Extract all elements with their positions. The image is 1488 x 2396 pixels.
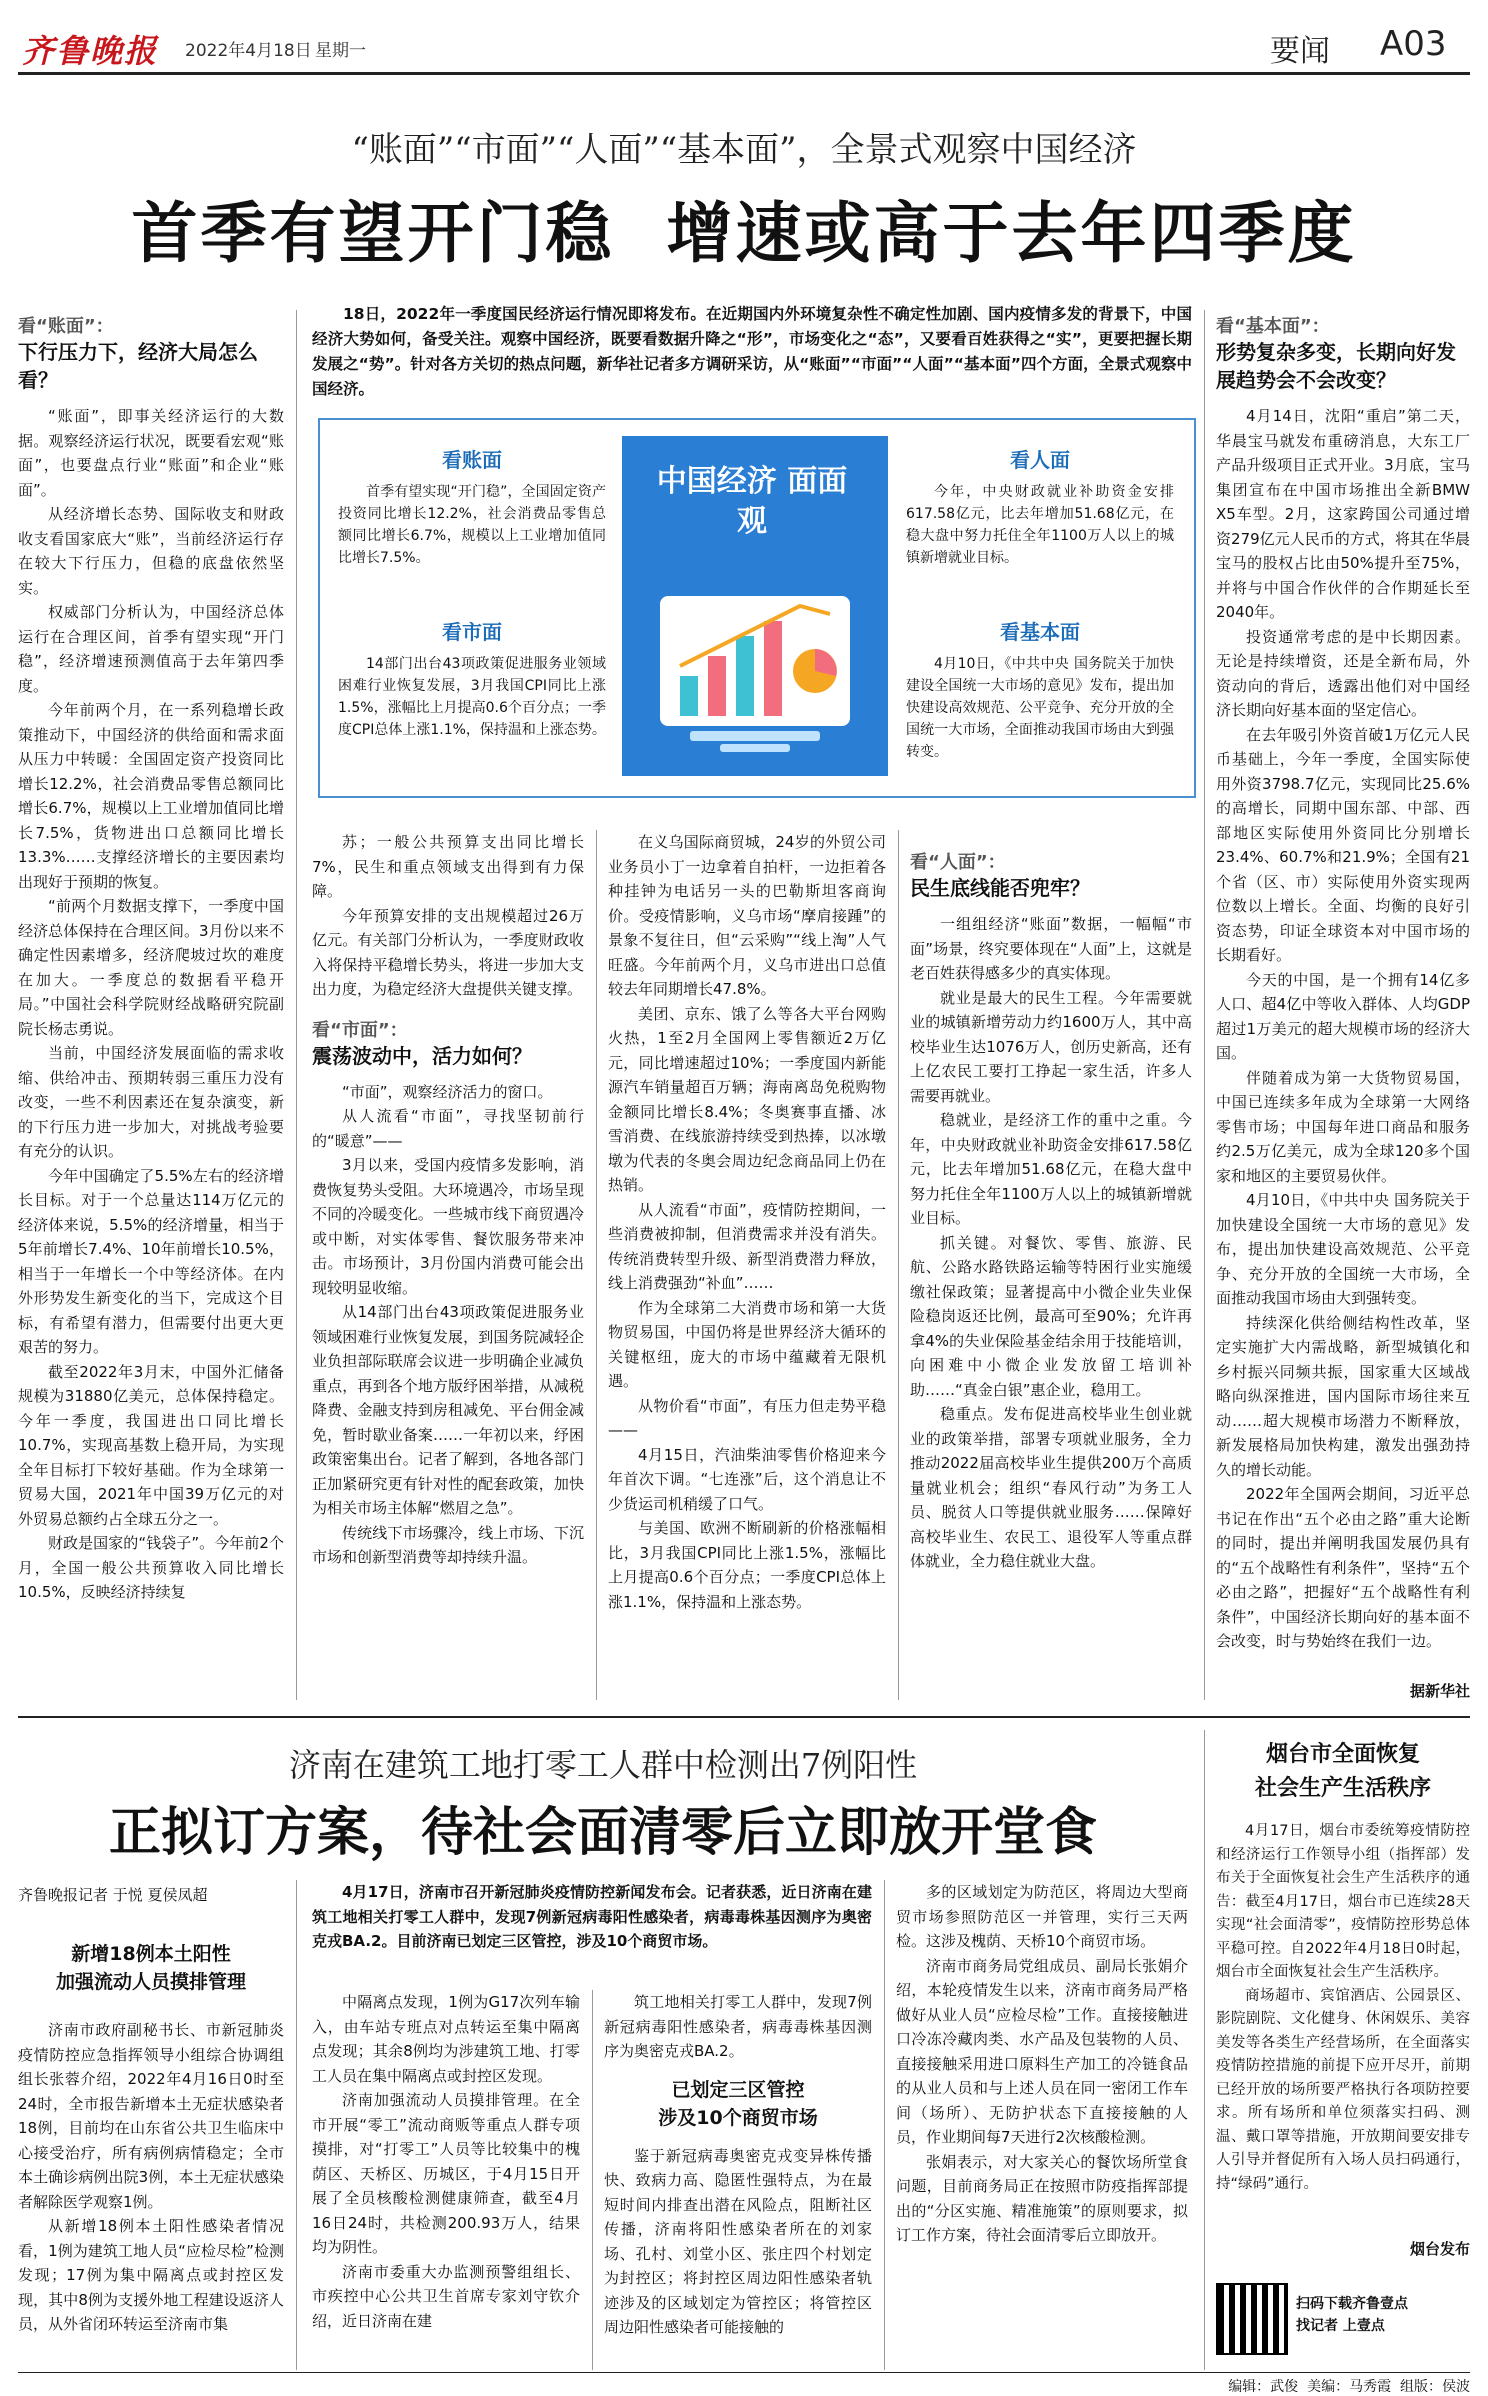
side-body: 4月17日，烟台市委统筹疫情防控和经济运行工作领导小组（指挥部）发布关于全面恢复社会生产生活秩序的通告：截至4月17日，烟台市已连续28天实现“社会面清零”，疫情防控形势总体平稳可控。自2022年4月18日0时起，烟台市全面恢复社会生产生活秩序。 商场超市、宾馆酒店、公园景区、影院剧院、文化健身、休闲娱乐、美容美发等各类生产经营场所，在全面落实疫情防控措施的前提下应开尽开，前期已经开放的场所要严格执行各项防控要求。所有场所和单位须落实扫码、测温、戴口罩等措施，开放期间要安排专人引导并督促所有入场人员扫码通行，持“绿码”通行。 [1216,1823,1470,2192]
divider [596,830,597,1700]
bottom-sub1: 新增18例本土阳性 加强流动人员摸排管理 [55,1943,246,1993]
page-number: A03 [1380,24,1447,64]
infobox-d [906,616,1174,763]
col1-tag: 看“账面”： [18,316,114,337]
footer-rule [18,2372,1470,2373]
bottom-lead: 4月17日，济南市召开新冠肺炎疫情防控新闻发布会。记者获悉，近日济南在建筑工地相关打零工人群中，发现7例新冠病毒阳性感染者，病毒毒株基因测序为奥密克戎BA.2。目前济南已划定三区管控，涉及10个商贸市场。 [312,1883,872,1950]
top-col3: 在义乌国际商贸城，24岁的外贸公司业务员小丁一边拿着自拍杆，一边拒着各种挂钟为电话另一头的巴勒斯坦客商询价。受疫情影响，义乌市场“摩肩接踵”的景象不复往日，但“云采购”“线上淘”人气旺盛。今年前两个月，义乌市进出口总值较去年同期增长47.8%。 美团、京东、饿了么等各大平台网购火热，1至2月全国网上零售额近2万亿元，同比增速超过10%；一季度国内新能源汽车销量超百万辆；海南离岛免税购物金额同比增长8.4%；冬奥赛事直播、冰雪消费、在线旅游持续受到热捧，以冰墩墩为代表的冬奥会周边纪念商品同上仍在热销。 从人流看“市面”，疫情防控期间，一些消费被抑制，但消费需求并没有消失。传统消费转型升级、新型消费潜力释放，线上消费强劲“补血”…… 作为全球第二大消费市场和第一大货物贸易国，中国仍将是世界经济大循环的关键枢纽，庞大的市场中蕴藏着无限机遇。 从物价看“市面”，有压力但走势平稳—— 4月15日，汽油柴油零售价格迎来今年首次下调。“七连涨”后，这个消息让不少货运司机稍缓了口气。 与美国、欧洲不断刷新的价格涨幅相比，3月我国CPI同比上涨1.5%，涨幅比上月提高0.6个百分点；一季度CPI总体上涨1.1%，保持温和上涨态势。 [608,833,886,1611]
col1-body: “账面”，即事关经济运行的大数据。观察经济运行状况，既要看宏观“账面”，也要盘点行业“账面”和企业“账面”。 从经济增长态势、国际收支和财政收支看国家底大“账”，当前经济运行存在较大下行压力，但稳的底盘依然坚实。 权威部门分析认为，中国经济总体运行在合理区间，首季有望实现“开门稳”，经济增速预测值高于去年第四季度。 今年前两个月，在一系列稳增长政策推动下，中国经济的供给面和需求面从压力中转暖：全国固定资产投资同比增长12.2%，社会消费品零售总额同比增长6.7%，规模以上工业增加值同比增长7.5%，货物进出口总额同比增长13.3%……支撑经济增长的主要因素均出现好于预期的恢复。 “前两个月数据支撑下，一季度中国经济总体保持在合理区间。3月份以来不确定性因素增多，经济爬坡过坎的难度在加大。一季度总的数据看平稳开局。”中国社会科学院财经战略研究院副院长杨志勇说。 当前，中国经济发展面临的需求收缩、供给冲击、预期转弱三重压力没有改变，一些不利因素还在复杂演变，新的下行压力进一步加大，对挑战考验要有充分的认识。 今年中国确定了5.5%左右的经济增长目标。对于一个总量达114万亿元的经济体来说，5.5%的经济增量，相当于5年前增长7.4%、10年前增长10.5%，相当于一年增长一个中等经济体。在内外形势发生新变化的当下，完成这个目标，有希望有潜力，但需要付出更大更艰苦的努力。 截至2022年3月末，中国外汇储备规模为31880亿美元，总体保持稳定。今年一季度，我国进出口同比增长10.7%，实现高基数上稳开局，为实现全年目标打下较好基础。作为全球第一贸易大国，2021年中国39万亿元的对外贸易总额约占全球五分之一。 财政是国家的“钱袋子”。今年前2个月，全国一般公共预算收入同比增长10.5%，反映经济持续复 [18,407,284,1601]
top-col5 [1216,312,1470,1702]
bottom-headline: 正拟订方案，待社会面清零后立即放开堂食 [108,1802,1097,1863]
col2-title: 震荡波动中，活力如何？ [312,1043,532,1068]
divider [1204,310,1205,1700]
infobox-illustration [622,436,888,776]
issue-date: 2022年4月18日 [185,41,312,61]
qr-code[interactable] [1216,2283,1288,2355]
section-divider [18,1716,1470,1718]
masthead [0,0,1488,80]
divider [898,830,899,1700]
bottom-col4: 多的区域划定为防范区，将周边大型商贸市场参照防范区一并管理，实行三天两检。这涉及槐荫、天桥10个商贸市场。 济南市商务局党组成员、副局长张娟介绍，本轮疫情发生以来，济南市商务局严格做好从业人员“应检尽检”工作。直接接触进口冷冻冷藏肉类、水产品及包装物的人员、直接接触采用进口原料生产加工的冷链食品的从业人员和与上述人员在同一密闭工作车间（场所）、无防护状态下直接接触的人员，作业期间每7天进行2次核酸检测。 张娟表示，对大家关心的餐饮场所堂食问题，目前商务局正在按照市防疫指挥部提出的“分区实施、精准施策”的原则要求，拟订工作方案，待社会面清零后立即放开。 [896,1883,1188,2244]
top-kicker: “账面”“市面”“人面”“基本面”，全景式观察中国经济 [351,130,1137,170]
newspaper-logo: 齐鲁晚报 [22,32,159,70]
col2-body-b: “市面”，观察经济活力的窗口。 从人流看“市面”，寻找坚韧前行的“暖意”—— 3月以来，受国内疫情多发影响，消费恢复势头受阻。大环境遇冷，市场呈现不同的冷暖变化。一些城市线下商贸遇冷或中断，对实体零售、餐饮服务带来冲击。市场预计，3月份国内消费可能会出现较明显收缩。 从14部门出台43项政策促进服务业领域困难行业恢复发展，到国务院减轻企业负担部际联席会议进一步明确企业减负重点，再到各个地方版纾困举措，从减税降费、金融支持到房租减免、平台佣金减免，暂时歇业备案……一年初以来，纾困政策密集出台。记者了解到，各地各部门正加紧研究更有针对性的配套政策，加快为相关市场主体解“燃眉之急”。 传统线下市场骤冷，线上市场、下沉市场和创新型消费等却持续升温。 [312,1082,584,1566]
infobox-center-title: 中国经济 面面观 [656,464,848,539]
col1-title: 下行压力下，经济大局怎么看？ [18,340,258,392]
top-col2 [312,830,584,1700]
bottom-kicker: 济南在建筑工地打零工人群中检测出7例阳性 [288,1746,918,1784]
infobox-c [906,444,1174,569]
col2-body-a: 苏；一般公共预算支出同比增长7%，民生和重点领域支出得到有力保障。 今年预算安排的支出规模超过26万亿元。有关部门分析认为，一季度财政收入将保持平稳增长势头，将进一步加大支出力度，为稳定经济大盘提供关键支撑。 [312,833,584,998]
col5-body: 4月14日，沈阳“重启”第二天，华晨宝马就发布重磅消息，大东工厂产品升级项目正式开业。3月底，宝马集团宣布在中国市场推出全新BMW X5车型。2月，这家跨国公司通过增资279亿元人民币的方式，将其在华晨宝马的股权占比由50%提升至75%，并将与中国合作伙伴的合作期延长至2040年。 投资通常考虑的是中长期因素。无论是持续增资，还是全新布局，外资动向的背后，透露出他们对中国经济长期向好基本面的坚定信心。 在去年吸引外资首破1万亿元人民币基础上，今年一季度，全国实际使用外资3798.7亿元，实现同比25.6%的高增长，同期中国东部、中部、西部地区实际使用外资同比分别增长23.4%、60.7%和21.9%；全国有21个省（区、市）实际使用外资实现两位数以上增长。全面、均衡的良好引资态势，印证全球资本对中国市场的长期看好。 今天的中国，是一个拥有14亿多人口、超4亿中等收入群体、人均GDP超过1万美元的超大规模市场的经济大国。 伴随着成为第一大货物贸易国，中国已连续多年成为全球第一大网络零售市场；中国每年进口商品和服务约2.5万亿美元，成为全球120多个国家和地区的主要贸易伙伴。 4月10日，《中共中央 国务院关于加快建设全国统一大市场的意见》发布，提出加快建设高效规范、公平竞争、充分开放的全国统一大市场，全面推动我国市场由大到强转变。 持续深化供给侧结构性改革，坚定实施扩大内需战略，新型城镇化和乡村振兴同频共振，国家重大区域战略向纵深推进，国内国际市场往来互动……超大规模市场潜力不断释放，新发展格局加快构建，激发出强劲持久的增长动能。 2022年全国两会期间，习近平总书记在作出“五个必由之路”重大论断的同时，提出并阐明我国发展仍具有的“五个战略性有利条件”，坚持“五个必由之路”，把握好“五个战略性有利条件”，中国经济长期向好的基本面不会改变，时与势始终在我们一边。 [1216,407,1470,1650]
divider [1204,1730,1205,2370]
col2-tag: 看“市面”： [312,1019,408,1041]
col5-title: 形势复杂多变，长期向好发展趋势会不会改变？ [1216,340,1456,392]
bottom-sub2: 已划定三区管控 涉及10个商贸市场 [658,2078,818,2129]
infobox-c-text: 今年，中央财政就业补助资金安排617.58亿元，比去年增加51.68亿元，在稳大盘中努力托住全年1100万人以上的城镇新增就业目标。 [906,484,1174,566]
col5-credit: 据新华社 [1409,1682,1470,1700]
infobox-d-title: 看基本面 [1000,620,1080,644]
top-col4 [910,848,1192,1700]
infobox-a-title: 看账面 [442,448,502,472]
infobox-b-title: 看市面 [442,620,502,644]
col4-body: 一组组经济“账面”数据，一幅幅“市面”场景，终究要体现在“人面”上，这就是老百姓获得感多少的真实体现。 就业是最大的民生工程。今年需要就业的城镇新增劳动力约1600万人，其中高校毕业生达1076万人，创历史新高，还有上亿农民工要打工挣起一家生活，许多人需要再就业。 稳就业，是经济工作的重中之重。今年，中央财政就业补助资金安排617.58亿元，比去年增加51.68亿元，在稳大盘中努力托住全年1100万人以上的城镇新增就业目标。 抓关键。对餐饮、零售、旅游、民航、公路水路铁路运输等特困行业实施缓缴社保政策；显著提高中小微企业失业保险稳岗返还比例，最高可至90%；允许再拿4%的失业保险基金结余用于技能培训，向困难中小微企业发放留工培训补助……“真金白银”惠企业，稳用工。 稳重点。发布促进高校毕业生创业就业的政策举措，部署专项就业服务，全力推动2022届高校毕业生提供200万个高质量就业机会；组织“春风行动”为务工人员、脱贫人口等提供就业服务……保障好高校毕业生、农民工、退役军人等重点群体就业，全力稳住就业大盘。 [910,915,1192,1570]
masthead-rule [18,72,1470,75]
divider [592,1990,593,2370]
infobox-d-text: 4月10日，《中共中央 国务院关于加快建设全国统一大市场的意见》发布，提出加快建设高效规范、公平竞争、充分开放的全国统一大市场，全面推动我国市场由大到强转变。 [906,656,1174,760]
qr-caption: 扫码下载齐鲁壹点 找记者 上壹点 [1296,2296,1408,2334]
infobox-b-text: 14部门出台43项政策促进服务业领域困难行业恢复发展，3月我国CPI同比上涨1.5%，涨幅比上月提高0.6个百分点；一季度CPI总体上涨1.1%，保持温和上涨态势。 [338,656,606,738]
side-title: 烟台市全面恢复 社会生产生活秩序 [1254,1742,1431,1801]
economy-chart-illustration [650,566,860,766]
bottom-col1: 济南市政府副秘书长、市新冠肺炎疫情防控应急指挥领导小组综合协调组组长张蓉介绍，2022年4月16日0时至24时，全市报告新增本土无症状感染者18例，目前均在山东省公共卫生临床中心接受治疗，所有病例病情稳定；全市本土确诊病例出院3例，本土无症状感染者解除医学观察1例。 从新增18例本土阳性感染者情况看，1例为建筑工地人员“应检尽检”检测发现；17例为集中隔离点或封控区发现，其中8例为支援外地工程建设返济人员，从外省闭环转运至济南市集 [18,2021,284,2333]
side-story [1216,1738,1470,2368]
top-col1 [18,312,284,1702]
infobox-c-title: 看人面 [1010,448,1070,472]
section-name: 要闻 [1270,34,1330,69]
divider [884,1880,885,2370]
col5-tag: 看“基本面”： [1216,316,1330,337]
infobox [318,418,1196,798]
col4-tag: 看“人面”： [910,852,1006,873]
col4-title: 民生底线能否兜牢？ [910,876,1090,900]
bottom-col3: 筑工地相关打零工人群中，发现7例新冠病毒阳性感染者，病毒毒株基因测序为奥密克戎BA.2。 已划定三区管控 涉及10个商贸市场 鉴于新冠病毒奥密克戎变异株传播快、致病力高、隐匿性强特点，为在最短时间内排查出潜在风险点，阻断社区传播，济南将阳性感染者所在的刘家场、孔村、刘堂小区、张庄四个村划定为封控区；将封控区周边阳性感染者轨迹涉及的区域划定为管控区；将管控区周边阳性感染者可能接触的 [604,1993,872,2336]
top-headline: 首季有望开门稳 增速或高于去年四季度 [131,194,1357,272]
side-credit: 烟台发布 [1409,2240,1470,2258]
infobox-b [338,616,606,741]
footer-editors: 编辑：武俊 美编：马秀霞 组版：侯波 [1228,2379,1470,2395]
bottom-byline: 齐鲁晚报记者 于悦 夏侯凤超 [18,1886,208,1904]
infobox-a [338,444,606,569]
issue-weekday: 星期一 [315,41,366,61]
infobox-a-text: 首季有望实现“开门稳”，全国固定资产投资同比增长12.2%，社会消费品零售总额同比增长6.7%，规模以上工业增加值同比增长7.5%。 [338,484,606,566]
top-lead: 18日，2022年一季度国民经济运行情况即将发布。在近期国内外环境复杂性不确定性加剧、国内疫情多发的背景下，中国经济大势如何，备受关注。观察中国经济，既要看数据升降之“形”，市场变化之“态”，又要看百姓获得之“实”，更要把握长期发展之“势”。针对各方关切的热点问题，新华社记者多方调研采访，从“账面”“市面”“人面”“基本面”四个方面，全景式观察中国经济。 [312,305,1192,398]
divider [296,310,297,1700]
divider [296,1880,297,2370]
bottom-col2: 中隔离点发现，1例为G17次列车输入，由车站专班点对点转运至集中隔离点发现；其余8例均为涉建筑工地、打零工人员在集中隔离点或封控区发现。 济南加强流动人员摸排管理。在全市开展“零工”流动商贩等重点人群专项摸排，对“打零工”人员等比较集中的槐荫区、天桥区、历城区，于4月15日开展了全员核酸检测健康筛查，截至4月16日24时，共检测200.93万人，结果均为阴性。 济南市委重大办监测预警组组长、市疾控中心公共卫生首席专家刘守钦介绍，近日济南在建 [312,1993,580,2330]
